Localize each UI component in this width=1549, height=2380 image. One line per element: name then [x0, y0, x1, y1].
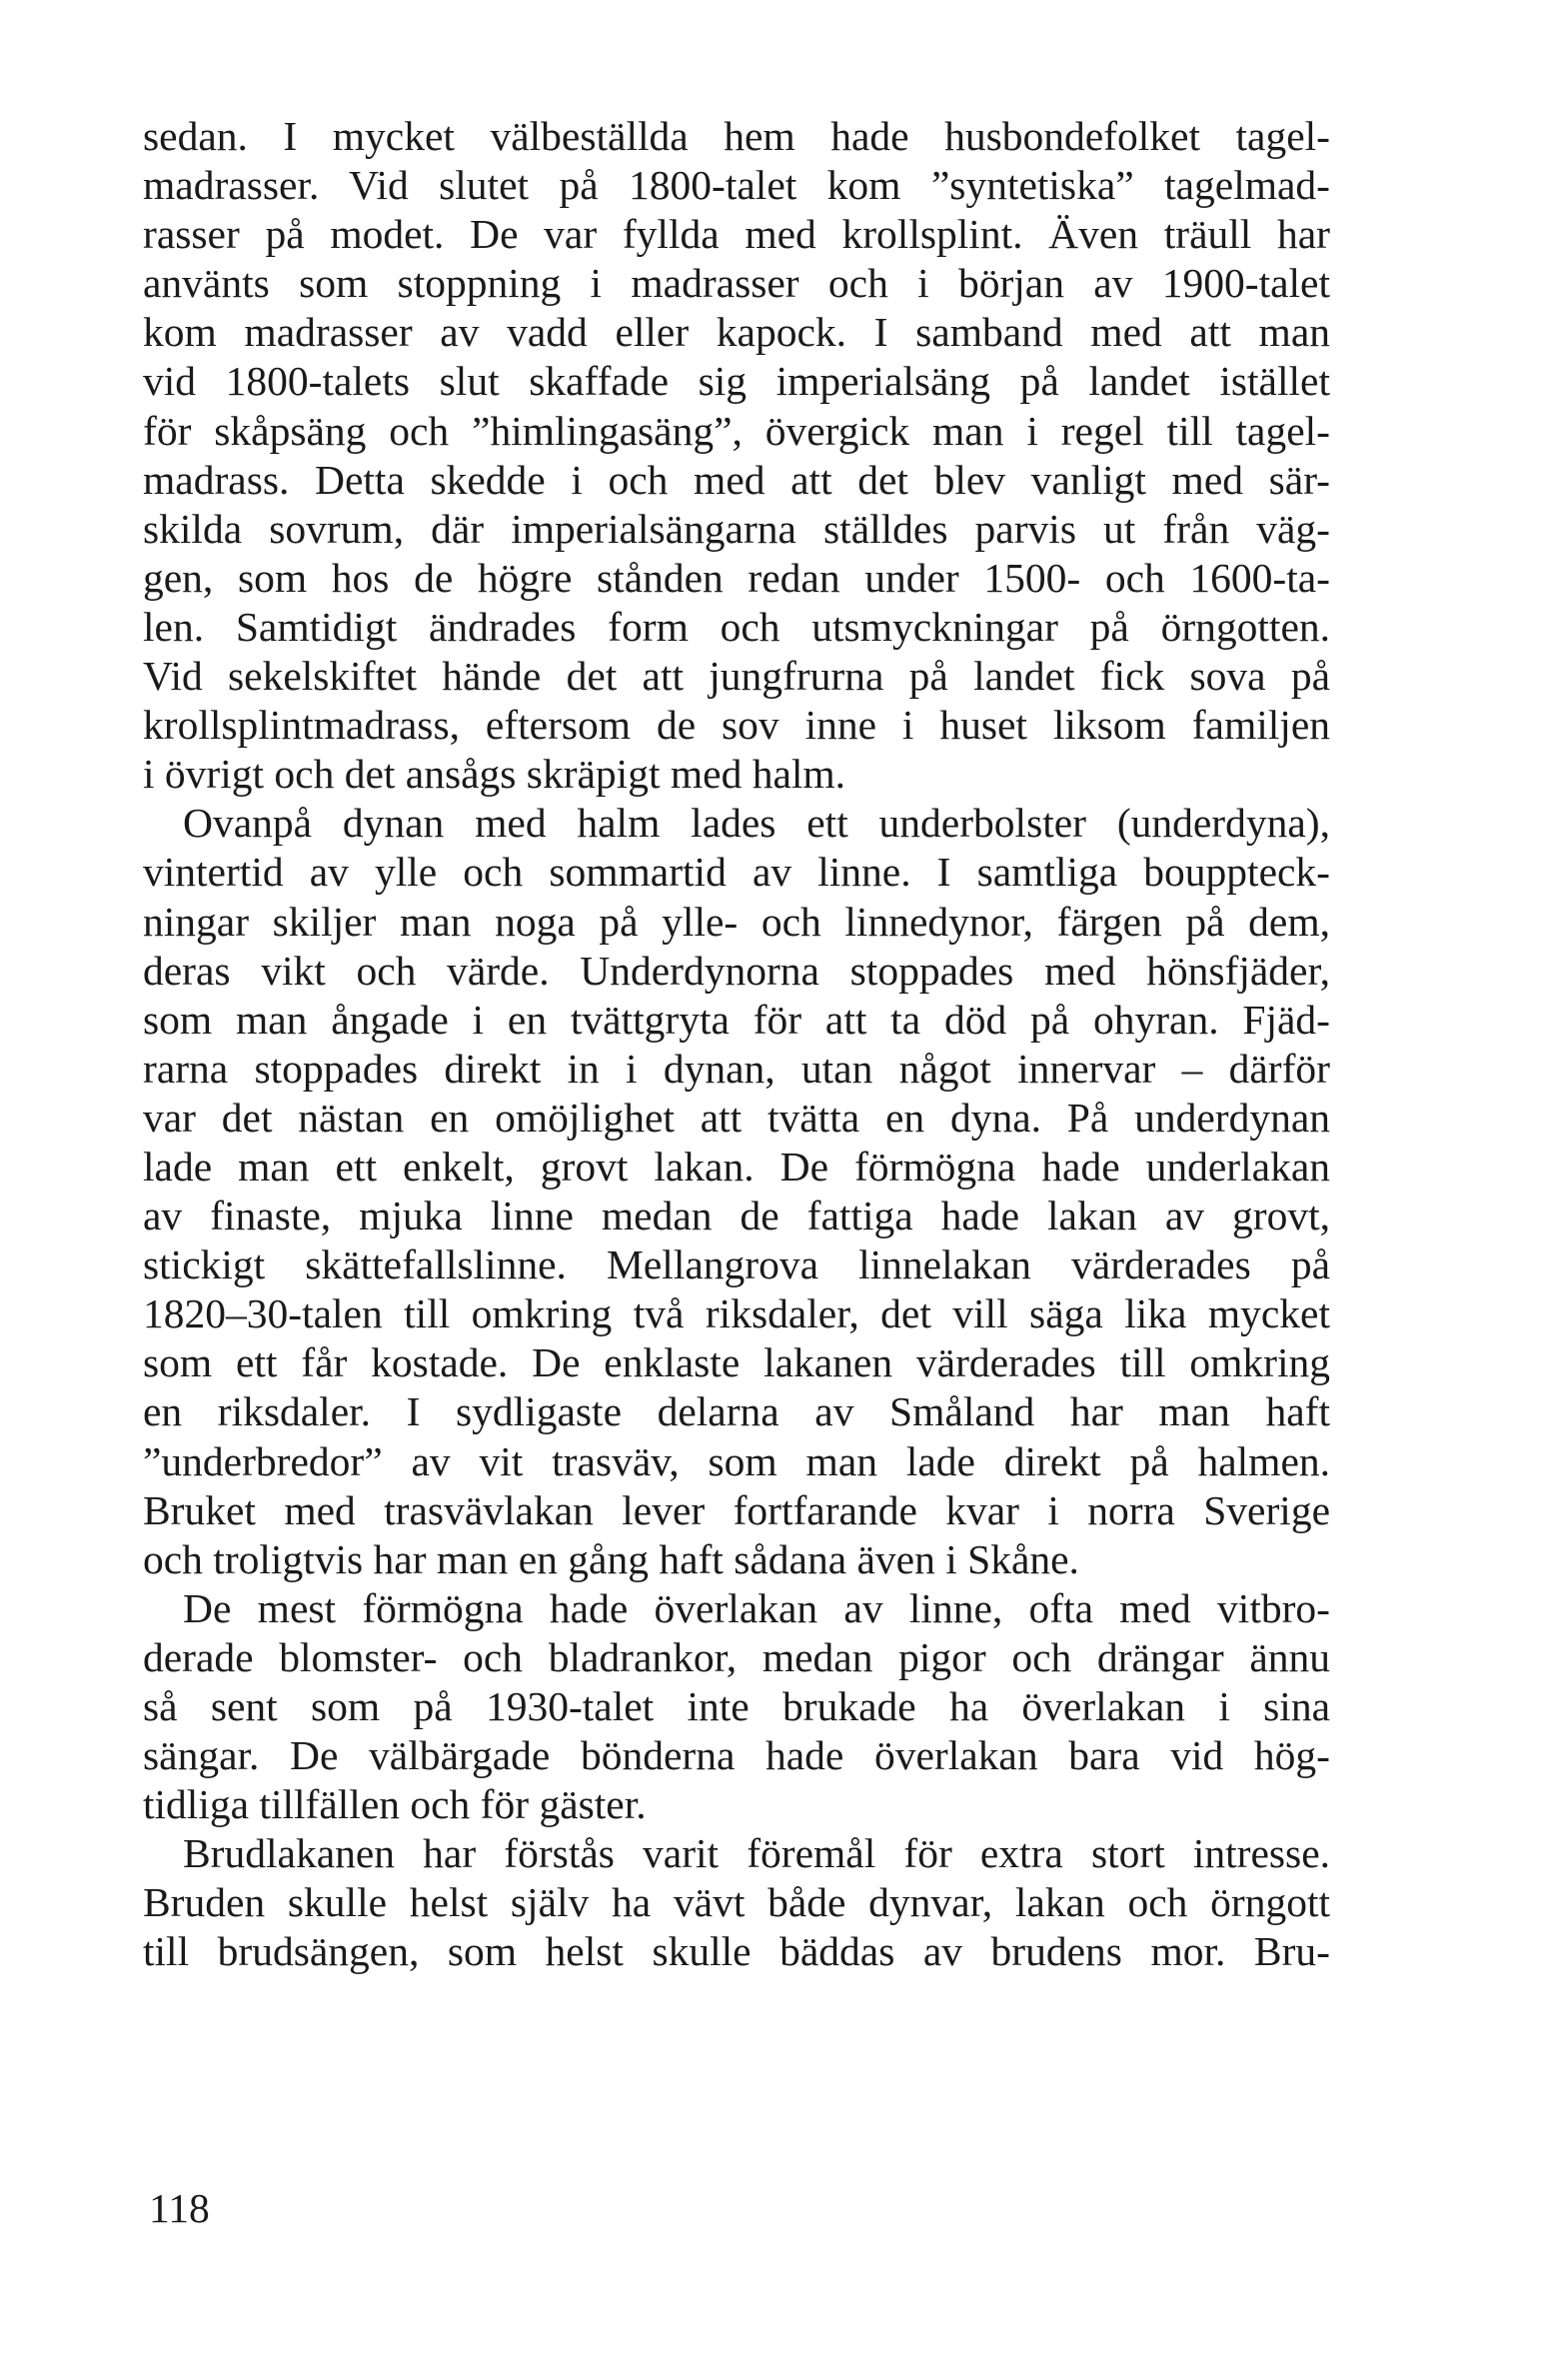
- text-line: derade blomster- och bladrankor, medan pigor och drängar ännu: [143, 1633, 1330, 1680]
- text-line: madrass. Detta skedde i och med att det blev vanligt med sär-: [143, 456, 1330, 503]
- text-line: så sent som på 1930-talet inte brukade ha överlakan i sina: [143, 1683, 1330, 1729]
- text-line: ningar skiljer man noga på ylle- och linnedynor, färgen på dem,: [143, 898, 1330, 945]
- text-line: gen, som hos de högre stånden redan under 1500- och 1600-ta-: [143, 554, 1330, 601]
- body-text: [143, 112, 1330, 1977]
- text-line: som man ångade i en tvättgryta för att ta död på ohyran. Fjäd-: [143, 996, 1330, 1043]
- text-line: vintertid av ylle och sommartid av linne. I samtliga bouppteck-: [143, 849, 1330, 896]
- paragraph-4: [143, 1829, 1330, 1976]
- text-line: Ovanpå dynan med halm lades ett underbolster (underdyna),: [183, 800, 1330, 847]
- text-line: Vid sekelskiftet hände det att jungfrurna på landet fick sova på: [143, 653, 1330, 700]
- text-line: sedan. I mycket välbeställda hem hade husbondefolket tagel-: [143, 113, 1330, 159]
- text-line: var det nästan en omöjlighet att tvätta en dyna. På underdynan: [143, 1094, 1330, 1141]
- text-line: madrasser. Vid slutet på 1800-talet kom ”syntetiska” tagelmad-: [143, 162, 1330, 209]
- text-line: 1820–30-talen till omkring två riksdaler, det vill säga lika mycket: [143, 1290, 1330, 1337]
- text-line: Bruden skulle helst själv ha vävt både dynvar, lakan och örngott: [143, 1879, 1330, 1926]
- text-line: Bruket med trasvävlakan lever fortfarande kvar i norra Sverige: [143, 1486, 1330, 1533]
- text-line: tidliga tillfällen och för gäster.: [143, 1781, 647, 1828]
- page-number: 118: [149, 2185, 210, 2231]
- text-line: till brudsängen, som helst skulle bäddas av brudens mor. Bru-: [143, 1928, 1330, 1975]
- text-line: krollsplintmadrass, eftersom de sov inne i huset liksom familjen: [143, 702, 1330, 749]
- text-line: sängar. De välbärgade bönderna hade överlakan bara vid hög-: [143, 1732, 1330, 1779]
- text-line: stickigt skättefallslinne. Mellangrova linnelakan värderades på: [143, 1241, 1330, 1288]
- text-line: som ett får kostade. De enklaste lakanen värderades till omkring: [143, 1339, 1330, 1386]
- paragraph-1: [143, 112, 1330, 799]
- text-line: en riksdaler. I sydligaste delarna av Småland har man haft: [143, 1388, 1330, 1435]
- text-line: rarna stoppades direkt in i dynan, utan något innervar – därför: [143, 1045, 1330, 1092]
- text-line: deras vikt och värde. Underdynorna stoppades med hönsfjäder,: [143, 947, 1330, 994]
- text-line: och troligtvis har man en gång haft sådana även i Skåne.: [143, 1535, 1079, 1582]
- text-line: De mest förmögna hade överlakan av linne, ofta med vitbro-: [183, 1584, 1330, 1631]
- text-line: för skåpsäng och ”himlingasäng”, övergick man i regel till tagel-: [143, 407, 1330, 454]
- text-line: Brudlakanen har förstås varit föremål för extra stort intresse.: [183, 1830, 1330, 1877]
- text-line: ”underbredor” av vit trasväv, som man lade direkt på halmen.: [143, 1437, 1330, 1484]
- text-line: len. Samtidigt ändrades form och utsmyckningar på örngotten.: [143, 603, 1330, 650]
- text-line: vid 1800-talets slut skaffade sig imperialsäng på landet istället: [143, 358, 1330, 405]
- text-line: skilda sovrum, där imperialsängarna ställdes parvis ut från väg-: [143, 505, 1330, 552]
- paragraph-2: [143, 799, 1330, 1584]
- text-line: av finaste, mjuka linne medan de fattiga hade lakan av grovt,: [143, 1192, 1330, 1239]
- text-line: lade man ett enkelt, grovt lakan. De förmögna hade underlakan: [143, 1143, 1330, 1190]
- text-line: i övrigt och det ansågs skräpigt med halm.: [143, 751, 846, 798]
- paragraph-3: [143, 1584, 1330, 1829]
- text-line: använts som stoppning i madrasser och i början av 1900-talet: [143, 260, 1330, 307]
- text-line: kom madrasser av vadd eller kapock. I samband med att man: [143, 309, 1330, 356]
- text-line: rasser på modet. De var fyllda med krollsplint. Även träull har: [143, 211, 1330, 258]
